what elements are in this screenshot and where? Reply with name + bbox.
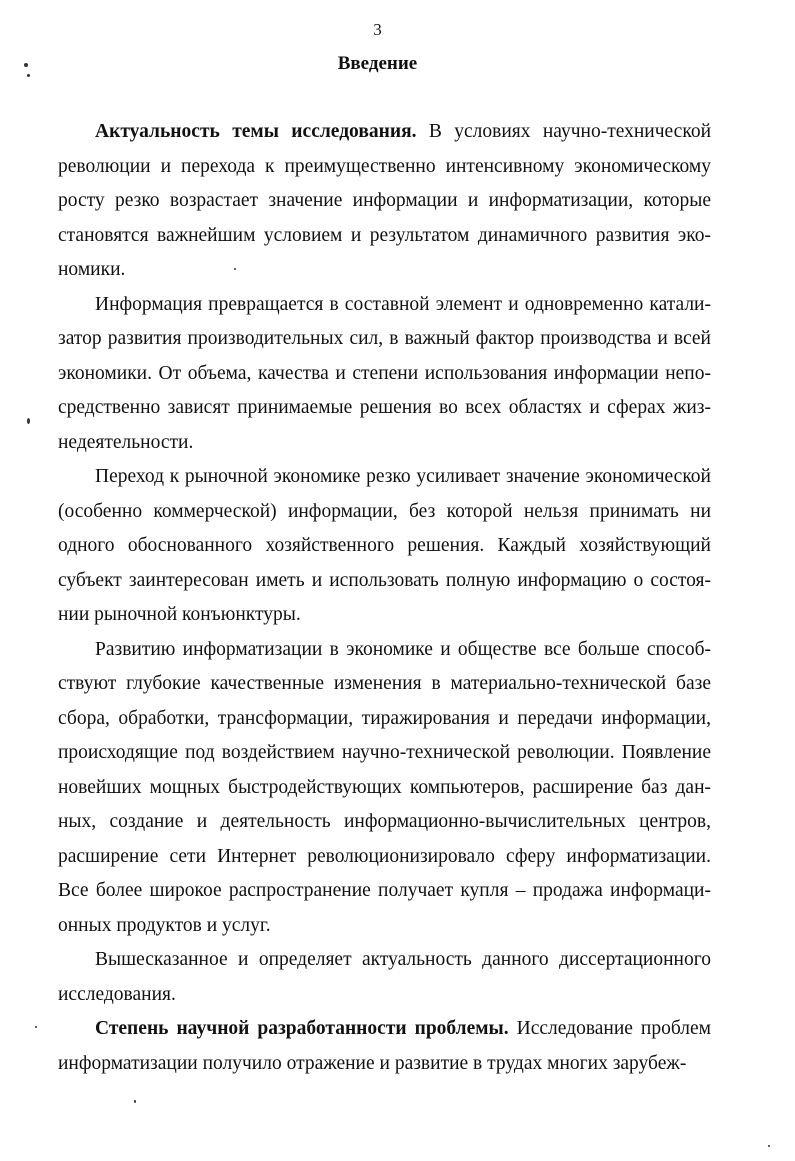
body-text xyxy=(58,115,711,1081)
paragraph-text: Переход к рыночной экономике резко усиливает значение экономической (особенно коммерческой) информации, без которой нельзя принимать ни одного обоснованного хозяйственного решения. Каждый хозяйствующий субъект заинтересован иметь и использовать полную информацию о состоянии рыночной конъюнктуры. xyxy=(58,466,711,625)
scan-speck xyxy=(234,268,236,270)
paragraph-relevance xyxy=(58,115,711,288)
paragraph-lead: Актуальность темы исследования. xyxy=(95,121,417,142)
scan-speck xyxy=(27,418,30,424)
paragraph-conclusion xyxy=(58,943,711,1012)
paragraph-text: Информация превращается в составной элемент и одновременно катализатор развития производительных сил, в важный фактор производства и всей экономики. От объема, качества и степени использования информации непосредственно зависят принимаемые решения во всех областях и сферах жизнедеятельности. xyxy=(58,293,711,453)
scan-speck xyxy=(27,74,30,77)
scan-speck xyxy=(768,1145,770,1147)
paragraph-degree xyxy=(58,1012,711,1081)
paragraph-text: В условиях научно-технической революции и перехода к преимущественно интенсивному экономическому росту резко возрастает значение информации и информатизации, которые становятся важнейшим условием и результатом динамичного развития экономики. xyxy=(58,121,712,280)
scan-speck xyxy=(35,1026,37,1028)
paragraph-lead: Степень научной разработанности проблемы. xyxy=(95,1018,509,1039)
paragraph-market xyxy=(58,460,711,633)
scan-speck xyxy=(24,63,28,67)
section-heading: Введение xyxy=(337,53,418,74)
paragraph-text: Вышесказанное и определяет актуальность данного диссертационного исследования. xyxy=(58,949,711,1005)
paragraph-information xyxy=(58,288,711,461)
paragraph-text: Развитию информатизации в экономике и обществе все больше способствуют глубокие качественные изменения в материально-технической базе сбора, обработки, трансформации, тиражирования и передачи информации, происходящие под воздействием научно-технической революции. Появление новейших мощных быстродействующих компьютеров, расширение баз данных, создание и деятельность информационно-вычислительных центров, расширение сети Интернет революционизировало сферу информатизации. Все более широкое распространение получает купля – продажа информационных продуктов и услуг. xyxy=(58,638,711,936)
paragraph-development xyxy=(58,633,711,944)
paragraph-text: Исследование проблем информатизации получило отражение и развитие в трудах многих зарубеж- xyxy=(58,1018,711,1074)
scan-speck xyxy=(134,1100,136,1103)
page-number: 3 xyxy=(373,20,382,39)
